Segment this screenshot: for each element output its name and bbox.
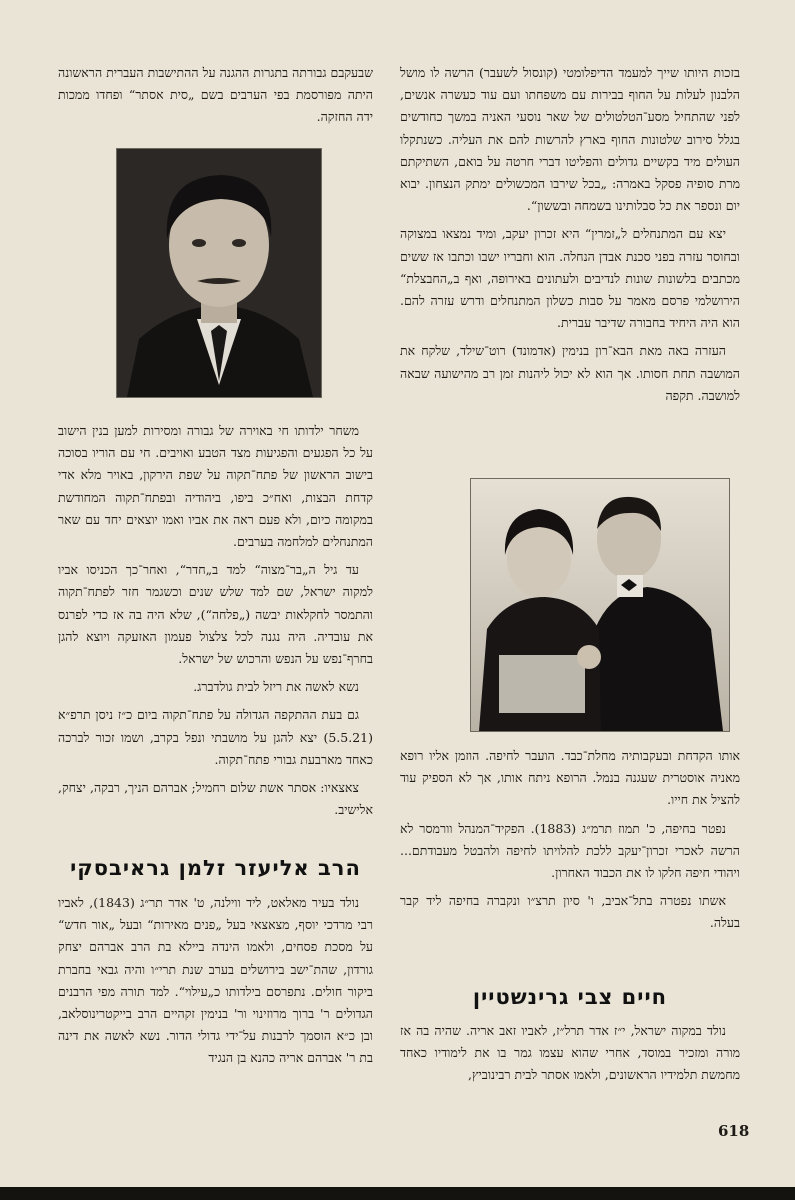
paragraph: גם בעת ההתקפה הגדולה על פתח־תקוה ביום כ״ז ניסן תרפ״א (5.5.21) יצא להגן על מושבתי ונפל בקרב, ושמו זכור לברכה כאחד מארבעת גבורי פתח־תקוה. [58, 707, 373, 767]
right-column-lower-text [400, 745, 740, 941]
left-column-main-text [58, 420, 373, 827]
couple-portrait-image [471, 479, 729, 731]
section-heading-eliezer-zalman-graevsky: הרב אליעזר זלמן גראיבסקי [70, 856, 361, 880]
man-portrait-image [117, 149, 321, 397]
scan-edge-band [0, 1187, 795, 1200]
page-number: 618 [718, 1122, 750, 1140]
paragraph: עד גיל ה„בר־מצוה“ למד ב„חדר“, ואחר־כך הכניסו אביו למקוה ישראל, שם למד שלש שנים וכשגמר חזר לפתח־תקוה והתמסר לחקלאות יבשה („פלחה“), שלא היה בה אז כדי לפרנס את עובדיה. היה נגנה לכל צלצול פעמון האזעקה ויוצא להגן בחרף־נפש על הנפש והרכוש של ישראל. [58, 562, 373, 667]
couple-portrait-photo [470, 478, 730, 732]
left-column-bio-text [58, 892, 373, 1076]
paragraph: נשא לאשה את ריזל לבית גולדברג. [193, 679, 359, 695]
paragraph: נולד בעיר מאלאט, ליד ווילנה, ט' אדר תר״ג (1843), לאביו רבי מרדכי יוסף, מצאצאי בעל „פנים מאירות“ ובעל „אור חדש“ על מסכת פסחים, ולאמו הינדה ביילא בת הרב אברהם יצחק גורדון, שהת־ישב בירושלים בערב שנת תרי״ו והיה גבאי בחברת ביקור חולים. נתפרסם בילדותו כ„עילוי“. למד תורה מפי הרבנים הגדולים ר' ברוך מרוזינוי ור' בנימין זקהיים הרב בייקטרינוסלאב, ובן כ״א הוסמך לרבנות על־ידי גדולי הדור. נשא לאשה את דינה בת ר' אברהם אריה כהנא בן הנגיד [58, 895, 373, 1066]
paragraph: נפטר בחיפה, כ' תמוז תרמ״ג (1883). הפקיד־המנהל וורמסר לא הרשה לאכרי זכרון־יעקב ללכת להלויתו לחיפה ולהבטל מעבודתם... ויהודי חיפה חלקו לו את הכבוד האחרון. [400, 820, 740, 881]
left-column-top-text [58, 62, 373, 135]
right-column-bio-text [400, 1020, 740, 1093]
paragraph: משחר ילדותו חי באוירה של גבורה ומסירות למען בנין הישוב על כל הפגעים והפגיעות מצד הטבע ואויבים. חי עם הוריו בסוכה בישוב הראשון של פתח־תקוה על שפת הירקון, באויר מלא אדי קדחת הבצות, ואח״כ ביפו, ביהודיה ובפתח־תקוה המחודשת במקומה כיום, ולא פעם ראה את אביו ואמו יוצאים יחד עם שאר המתנחלים למלחמה בערבים. [58, 423, 373, 550]
paragraph: שבעקבם גבורתה בתגרות ההגנה על ההתישבות העברית הראשונה היתה מפורסמת בפי הערבים בשם „סית אסתר“ ופחדו ממכות ידה החזקה. [58, 65, 373, 125]
paragraph: אשתו נפטרה בתל־אביב, ו' סיון תרצ״ו ונקברה בחיפה ליד קבר בעלה. [400, 893, 740, 931]
right-column-upper-text [400, 62, 740, 413]
paragraph: בזכות היותו שייך למעמד הדיפלומטי (קונסול לשעבר) הרשה לו מושל הלבנון לעלות על החוף בבירות עם משפחתו ועם עוד כעשרה אנשים, לפני שהתחיל מסע־הטלטולים של שאר נוסעי האניה במשך כחודשים בגלל סירוב שלטונות החוף בארץ להרשות להם את העליה. כשנתקלו העולים מיד בקשיים גדולים והפליטו דברי חרטה על בואם, השתיקתם מרת סופיה פסקל באמרה: „בכל שירבו המכשולים ימתק הנצחון. יבוא יום ונספר את כל סבלותינו בשמחה ובששון“. [400, 65, 740, 214]
paragraph: העזרה באה מאת הבא־רון בנימין (אדמונד) רוט־שילד, שלקח את המושבה תחת חסותו. אך הוא לא יכול ליהנות זמן רב מהישועה שבאה למושבה. תקפה [400, 343, 740, 403]
paragraph: אותו הקדחת ובעקבותיה מחלת־כבד. הועבר לחיפה. הוזמן אליו רופא מאניה אוסטרית שעגנה בנמל. הרופא ניתח אותו, אך לא הספיק עוד להציל את חייו. [400, 748, 740, 808]
man-portrait-photo [116, 148, 322, 398]
paragraph: צאצאיו: אסתר אשת שלום רחמיל; אברהם הניך, רבקה, יצחק, אלישיב. [58, 780, 373, 818]
paragraph: יצא עם המתנחלים ל„זמרין“ היא זכרון יעקב, ומיד נמצאו במצוקה ובחוסר עזרה בפני סכנת אבדן הנחלה. הוא וחבריו ישבו וכתבו אז ששים מכתבים בלשונות שונות לנדיבים ולעתונים באירופה, ואף ב„החבצלת“ הירושלמי פרסם מאמר על סבות כשלון המתנחלים ודרש עזרה להם. הוא היה היחיד בחבורה שדיבר עברית. [400, 226, 740, 331]
section-heading-chaim-greenstein: חיים צבי גרינשטיין [472, 985, 668, 1009]
paragraph: נולד במקוה ישראל, י״ז אדר תרל״ז, לאביו זאב אריה. שהיה בה אז מורה ומזכיר במוסד, אחרי שהוא עצמו גמר בו את לימודיו כאחד מחמשת תלמידיו הראשונים, ולאמו אסתר לבית רבינוביץ, [400, 1023, 740, 1083]
